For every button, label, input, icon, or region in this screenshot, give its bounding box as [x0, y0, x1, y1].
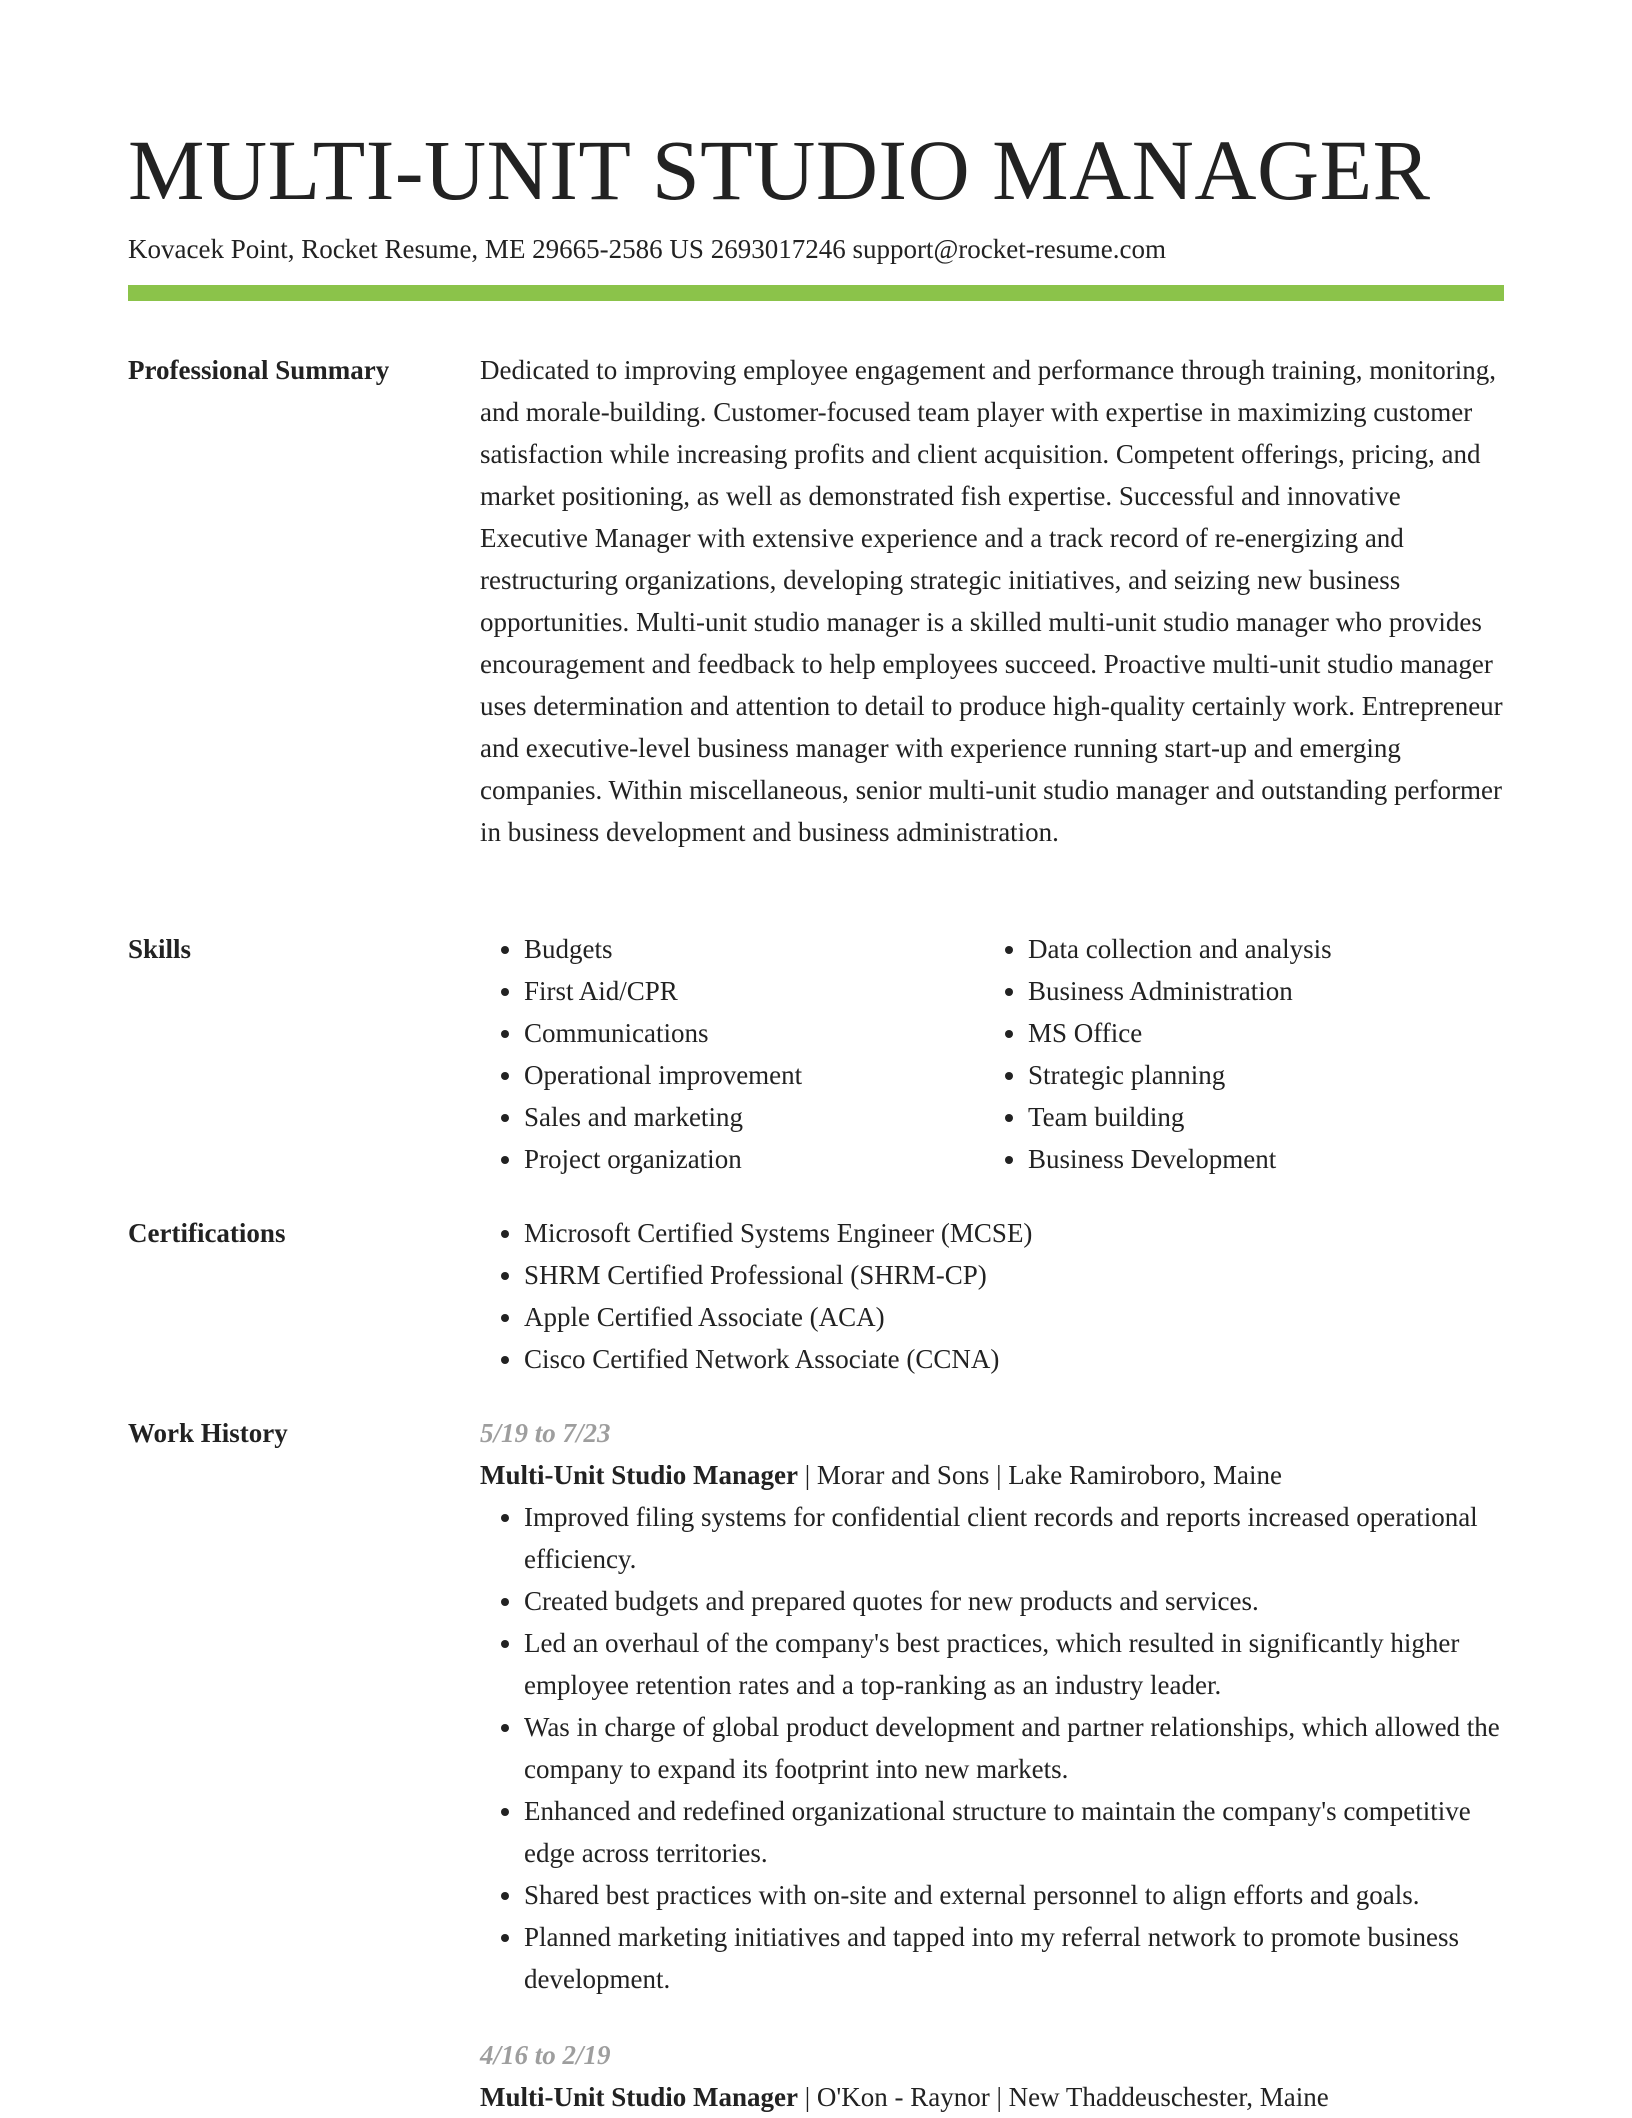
summary-text: Dedicated to improving employee engagement and performance through training, monitoring, and morale-building. Customer-focused team player with expertise in maximizing customer satisfaction while increasing profits and client acquisition. Competent offerings, pricing, and market positioning, as well as demonstrated fish expertise. Successful and innovative Executive Manager with extensive experience and a track record of re-energizing and restructuring organizations, developing strategic initiatives, and seizing new business opportunities. Multi-unit studio manager is a skilled multi-unit studio manager who provides encouragement and feedback to help employees succeed. Proactive multi-unit studio manager uses determination and attention to detail to produce high-quality certainly work. Entrepreneur and executive-level business manager with experience running start-up and emerging companies. Within miscellaneous, senior multi-unit studio manager and outstanding performer in business development and business administration.: [480, 355, 1503, 847]
job-bullet: • Planned marketing initiatives and tapped into my referral network to promote business development.: [524, 1916, 1504, 2000]
skills-body: [480, 928, 1504, 1180]
skill-item: • First Aid/CPR: [524, 970, 984, 1012]
job-bullet: • Was in charge of global product development and partner relationships, which allowed the company to expand its footprint into new markets.: [524, 1706, 1504, 1790]
job-dates: 4/16 to 2/19: [480, 2040, 611, 2070]
skill-item: • Operational improvement: [524, 1054, 984, 1096]
certification-item: • Apple Certified Associate (ACA): [524, 1296, 1504, 1338]
work-history-label: Work History: [128, 1418, 288, 1448]
resume-title: MULTI-UNIT STUDIO MANAGER: [128, 122, 1431, 218]
work-history-body: [480, 1412, 1504, 2118]
certification-item: • SHRM Certified Professional (SHRM-CP): [524, 1254, 1504, 1296]
job-bullet: • Created budgets and prepared quotes for new products and services.: [524, 1580, 1504, 1622]
skill-item: • Communications: [524, 1012, 984, 1054]
job-entry: [480, 1412, 1504, 2000]
certification-item: • Microsoft Certified Systems Engineer (MCSE): [524, 1212, 1504, 1254]
skill-item: • Business Development: [1028, 1138, 1488, 1180]
skill-item: • Budgets: [524, 928, 984, 970]
skill-item: • Project organization: [524, 1138, 984, 1180]
job-bullets: [480, 1496, 1504, 2000]
job-heading: [480, 1454, 1504, 1496]
job-role: Multi-Unit Studio Manager: [480, 1460, 799, 1490]
contact-line: Kovacek Point, Rocket Resume, ME 29665-2586 US 2693017246 support@rocket-resume.com: [128, 234, 1166, 264]
skills-column-left: [480, 928, 984, 1180]
job-role: Multi-Unit Studio Manager: [480, 2082, 799, 2112]
certifications-label: Certifications: [128, 1218, 286, 1248]
skill-item: • Strategic planning: [1028, 1054, 1488, 1096]
job-details: | O'Kon - Raynor | New Thaddeuschester, Maine: [798, 2082, 1329, 2112]
certification-item: • Cisco Certified Network Associate (CCNA): [524, 1338, 1504, 1380]
summary-label: Professional Summary: [128, 355, 390, 385]
job-bullet: • Enhanced and redefined organizational structure to maintain the company's competitive edge across territories.: [524, 1790, 1504, 1874]
skill-item: • MS Office: [1028, 1012, 1488, 1054]
skills-label: Skills: [128, 934, 192, 964]
skill-item: • Business Administration: [1028, 970, 1488, 1012]
job-dates: 5/19 to 7/23: [480, 1418, 611, 1448]
skill-item: • Team building: [1028, 1096, 1488, 1138]
job-bullet: • Led an overhaul of the company's best practices, which resulted in significantly higher employee retention rates and a top-ranking as an industry leader.: [524, 1622, 1504, 1706]
job-entry: [480, 2034, 1504, 2118]
job-bullet: • Shared best practices with on-site and external personnel to align efforts and goals.: [524, 1874, 1504, 1916]
header-divider: [128, 285, 1504, 301]
job-details: | Morar and Sons | Lake Ramiroboro, Maine: [798, 1460, 1282, 1490]
summary-body: [480, 349, 1504, 853]
skill-item: • Sales and marketing: [524, 1096, 984, 1138]
skills-column-right: [984, 928, 1488, 1180]
job-bullet: • Improved filing systems for confidential client records and reports increased operational efficiency.: [524, 1496, 1504, 1580]
skill-item: • Data collection and analysis: [1028, 928, 1488, 970]
certifications-body: [480, 1212, 1504, 1380]
